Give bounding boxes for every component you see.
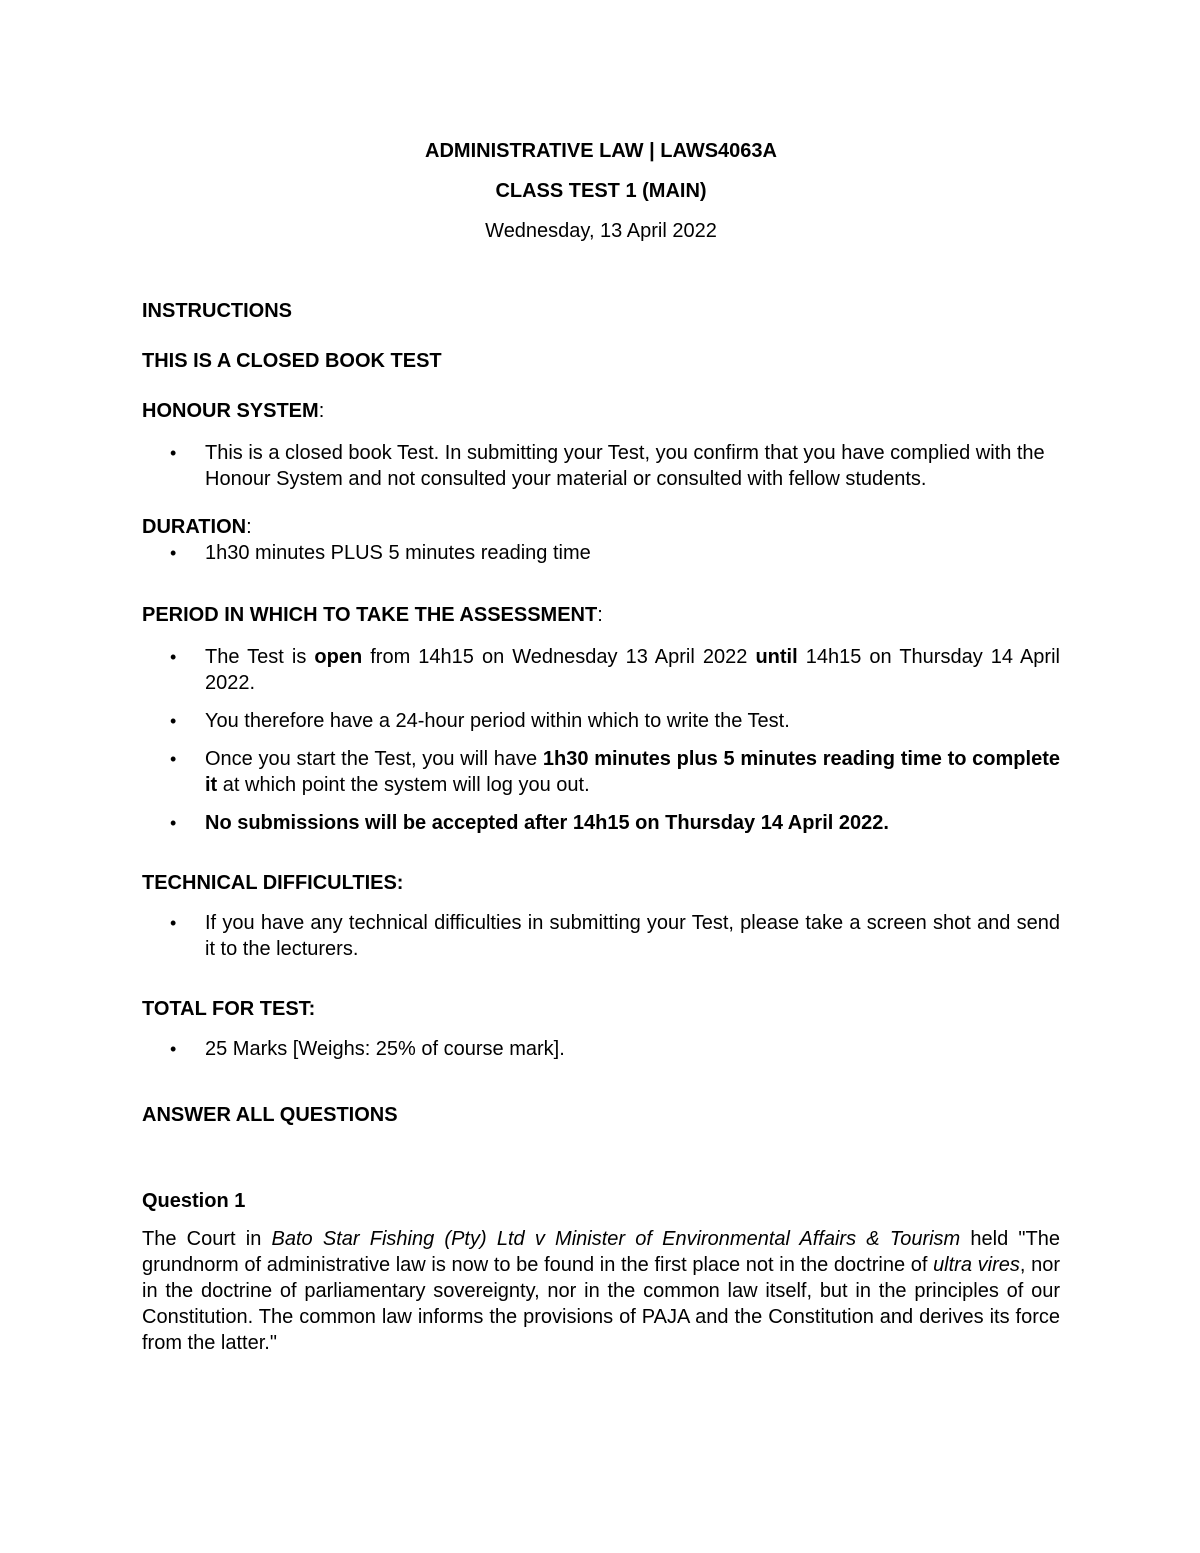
technical-list [142,910,1060,962]
list-item: • Once you start the Test, you will have 1h30 minutes plus 5 minutes reading time to complete it at which point the system will log you out. [170,748,1060,796]
course-code: LAWS4063A [660,140,777,162]
list-item: • This is a closed book Test. In submitting your Test, you confirm that you have complied with the Honour System and not consulted your material or consulted with fellow students. [170,442,1045,490]
title-separator: | [649,140,655,162]
list-item: • You therefore have a 24-hour period within which to write the Test. [170,710,790,732]
bullet-icon: • [170,443,177,463]
bullet-icon: • [170,749,177,769]
course-title [142,138,1060,164]
list-item: • 25 Marks [Weighs: 25% of course mark]. [170,1038,565,1060]
bullet-icon: • [170,813,177,833]
total-heading: TOTAL FOR TEST: [142,998,316,1020]
answer-all-heading: ANSWER ALL QUESTIONS [142,1104,398,1126]
bullet-icon: • [170,711,177,731]
period-list [142,644,1060,836]
bullet-icon: • [170,913,177,933]
question-1-heading: Question 1 [142,1190,246,1212]
test-date: Wednesday, 13 April 2022 [485,220,717,242]
total-list [142,1036,1060,1062]
bullet-icon: • [170,1039,177,1059]
closed-book-notice: THIS IS A CLOSED BOOK TEST [142,350,442,372]
period-heading: PERIOD IN WHICH TO TAKE THE ASSESSMENT: [142,604,603,626]
honour-list [142,440,1060,492]
technical-heading: TECHNICAL DIFFICULTIES: [142,872,404,894]
test-name: CLASS TEST 1 (MAIN) [495,180,707,202]
course-name: ADMINISTRATIVE LAW [425,140,644,162]
duration-heading: DURATION: [142,516,252,538]
honour-heading: HONOUR SYSTEM: [142,400,325,422]
question-1-text: The Court in Bato Star Fishing (Pty) Ltd v Minister of Environmental Affairs & Tourism held "The grundnorm of administrative law is now to be found in the first place not in the doctrine of ultra vires, nor in the doctrine of parliamentary sovereignty, nor in the common law itself, but in the principles of our Constitution. The common law informs the provisions of PAJA and the Constitution and derives its force from the latter." [142,1228,1060,1354]
list-item: • No submissions will be accepted after 14h15 on Thursday 14 April 2022. [170,812,889,834]
bullet-icon: • [170,647,177,667]
bullet-icon: • [170,543,177,563]
document-content [142,138,1060,1356]
list-item: • The Test is open from 14h15 on Wednesday 13 April 2022 until 14h15 on Thursday 14 April 2022. [170,646,1060,694]
list-item: • If you have any technical difficulties in submitting your Test, please take a screen shot and send it to the lecturers. [170,912,1060,960]
instructions-heading: INSTRUCTIONS [142,300,292,322]
duration-list [142,540,1060,566]
list-item: • 1h30 minutes PLUS 5 minutes reading time [170,542,591,564]
